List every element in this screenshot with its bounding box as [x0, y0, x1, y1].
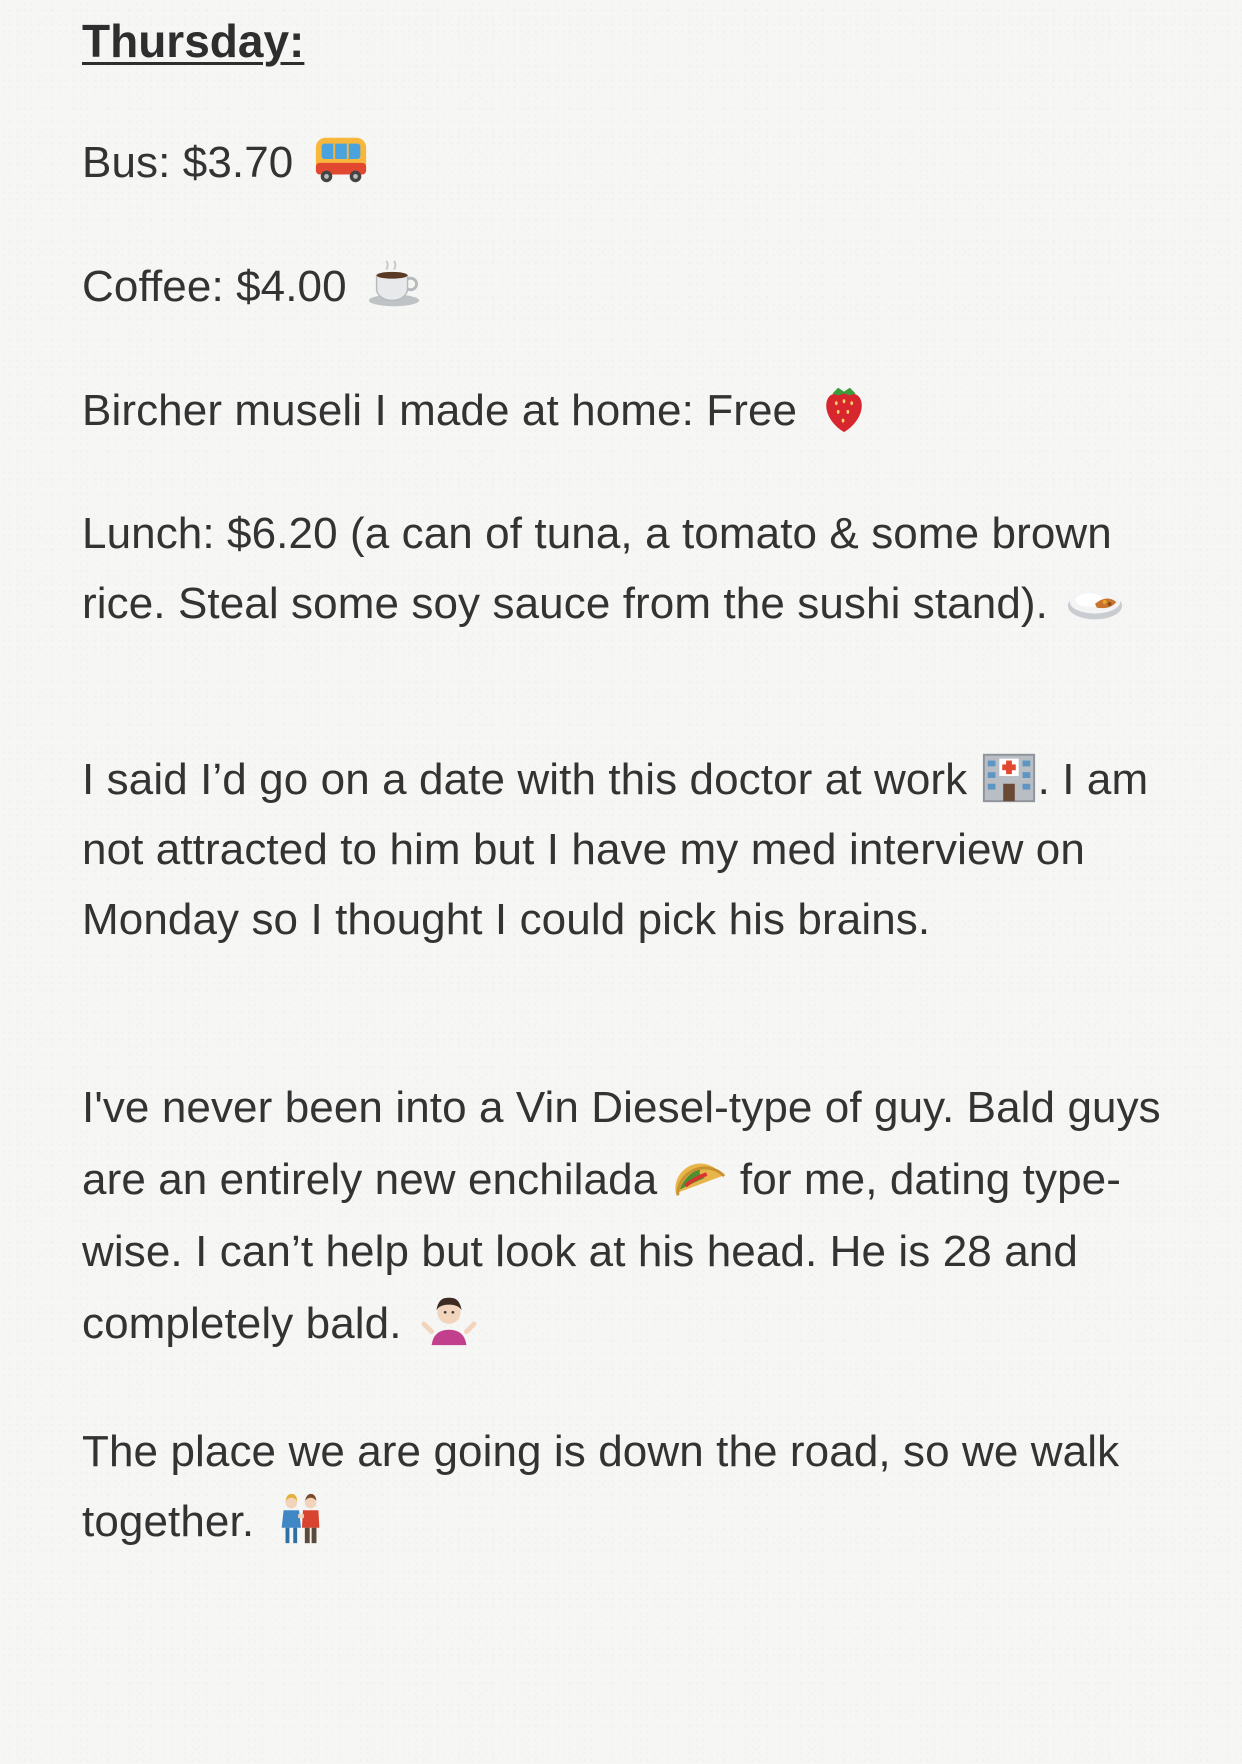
strawberry-icon [815, 381, 873, 435]
couple-icon [272, 1492, 330, 1546]
entry-text-after: . I am not attracted to him but I have my med interview on Monday so I thought I could pick his brains. [82, 755, 1149, 944]
entry-lunch [82, 499, 1192, 639]
entry-text: Lunch: $6.20 (a can of tuna, a tomato & some brown rice. Steal some soy sauce from the sushi stand). [82, 509, 1112, 628]
entry-coffee [82, 252, 1192, 322]
entry-text-after: for me, dating type-wise. I can’t help but look at his head. He is 28 and completely bald. [82, 1155, 1121, 1348]
entry-text: Coffee: $4.00 [82, 262, 360, 311]
entry-bald [82, 1072, 1192, 1360]
coffee-icon [365, 257, 423, 311]
entry-walk [82, 1417, 1192, 1557]
entry-text-before: I said I’d go on a date with this doctor at work [82, 755, 980, 804]
bus-icon [312, 133, 370, 187]
entry-date [82, 745, 1192, 955]
taco-icon [670, 1150, 728, 1204]
entry-bus [82, 128, 1192, 198]
shrug-icon [420, 1294, 478, 1348]
hospital-icon [980, 750, 1038, 804]
entry-text-before: I've never been into a Vin Diesel-type of guy. Bald guys are an entirely new enchilada [82, 1083, 1161, 1204]
entry-text: The place we are going is down the road, so we walk together. [82, 1427, 1120, 1546]
entry-text: Bus: $3.70 [82, 138, 306, 187]
curry-rice-icon [1066, 574, 1124, 628]
entry-text: Bircher museli I made at home: Free [82, 386, 810, 435]
entry-breakfast [82, 376, 1192, 446]
note-title: Thursday: [82, 15, 305, 67]
